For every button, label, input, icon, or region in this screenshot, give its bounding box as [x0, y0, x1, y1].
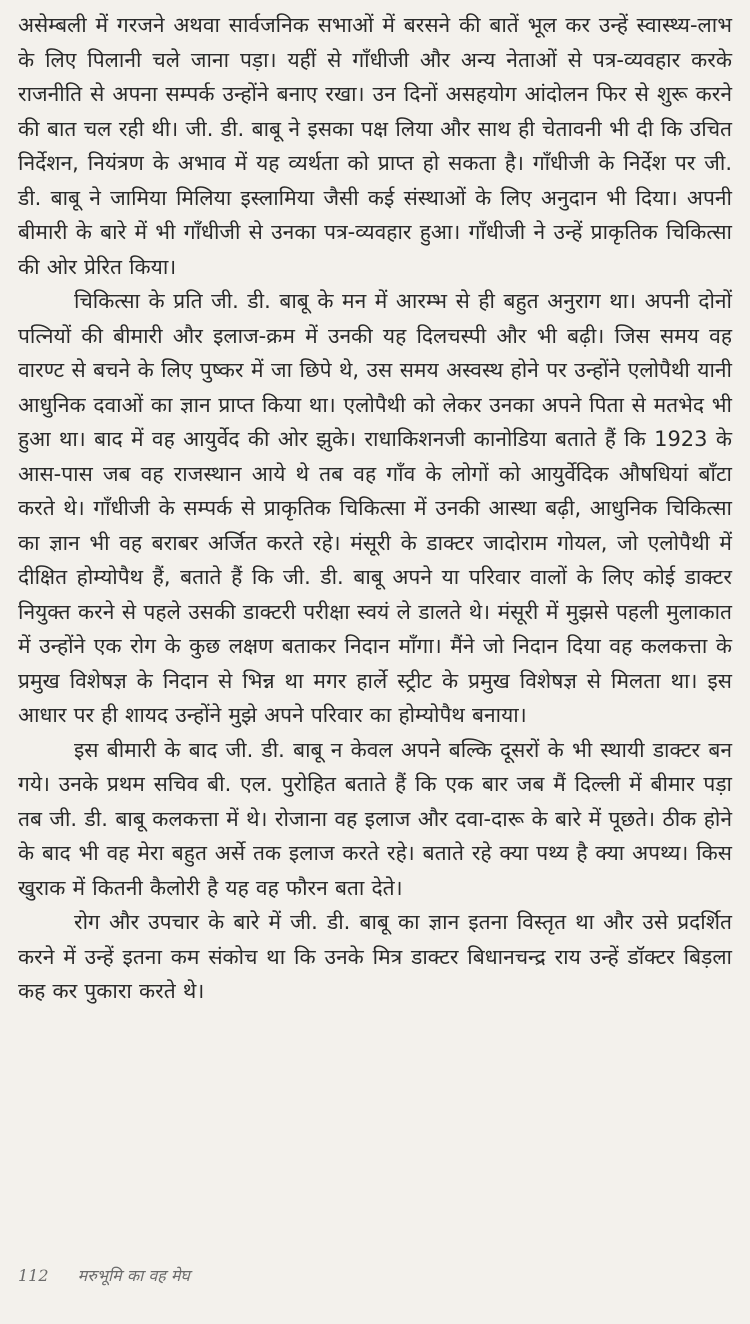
running-title: मरुभूमि का वह मेघ — [77, 1266, 190, 1285]
paragraph-1: असेम्बली में गरजने अथवा सार्वजनिक सभाओं में बरसने की बातें भूल कर उन्हें स्वास्थ्य-लाभ के लिए पिलानी चले जाना पड़ा। यहीं से गाँधीजी और अन्य नेताओं से पत्र-व्यवहार करके राजनीति से अपना सम्पर्क उन्होंने बनाए रखा। उन दिनों असहयोग आंदोलन फिर से शुरू करने की बात चल रही थी। जी. डी. बाबू ने इसका पक्ष लिया और साथ ही चेतावनी भी दी कि उचित निर्देशन, नियंत्रण के अभाव में यह व्यर्थता को प्राप्त हो सकता है। गाँधीजी के निर्देश पर जी. डी. बाबू ने जामिया मिलिया इस्लामिया जैसी कई संस्थाओं के लिए अनुदान भी दिया। अपनी बीमारी के बारे में भी गाँधीजी से उनका पत्र-व्यवहार हुआ। गाँधीजी ने उन्हें प्राकृतिक चिकित्सा की ओर प्रेरित किया। — [18, 13, 732, 279]
paragraph-2: चिकित्सा के प्रति जी. डी. बाबू के मन में आरम्भ से ही बहुत अनुराग था। अपनी दोनों पत्नियों की बीमारी और इलाज-क्रम में उनकी यह दिलचस्पी और भी बढ़ी। जिस समय वह वारण्ट से बचने के लिए पुष्कर में जा छिपे थे, उस समय अस्वस्थ होने पर उन्होंने एलोपैथी यानी आधुनिक दवाओं का ज्ञान प्राप्त किया था। एलोपैथी को लेकर उनका अपने पिता से मतभेद भी हुआ था। बाद में वह आयुर्वेद की ओर झुके। राधाकिशनजी कानोडिया बताते हैं कि 1923 के आस-पास जब वह राजस्थान आये थे तब वह गाँव के लोगों को आयुर्वेदिक औषधियां बाँटा करते थे। गाँधीजी के सम्पर्क से प्राकृतिक चिकित्सा में उनकी आस्था बढ़ी, आधुनिक चिकित्सा का ज्ञान भी वह बराबर अर्जित करते रहे। मंसूरी के डाक्टर जादोराम गोयल, जो एलोपैथी में दीक्षित होम्योपैथ हैं, बताते हैं कि जी. डी. बाबू अपने या परिवार वालों के लिए कोई डाक्टर नियुक्त करने से पहले उसकी डाक्टरी परीक्षा स्वयं ले डालते थे। मंसूरी में मुझसे पहली मुलाकात में उन्होंने एक रोग के कुछ लक्षण बताकर निदान माँगा। मैंने जो निदान दिया वह कलकत्ता के प्रमुख विशेषज्ञ के निदान से भिन्न था मगर हार्ले स्ट्रीट के प्रमुख विशेषज्ञ से मिलता था। इस आधार पर ही शायद उन्होंने मुझे अपने परिवार का होम्योपैथ बनाया। — [18, 289, 732, 727]
page-footer — [18, 1264, 190, 1286]
paragraph-3: इस बीमारी के बाद जी. डी. बाबू न केवल अपने बल्कि दूसरों के भी स्थायी डाक्टर बन गये। उनके प्रथम सचिव बी. एल. पुरोहित बताते हैं कि एक बार जब मैं दिल्ली में बीमार पड़ा तब जी. डी. बाबू कलकत्ता में थे। रोजाना वह इलाज और दवा-दारू के बारे में पूछते। ठीक होने के बाद भी वह मेरा बहुत अर्से तक इलाज करते रहे। बताते रहे क्या पथ्य है क्या अपथ्य। किस खुराक में कितनी कैलोरी है यह वह फौरन बता देते। — [18, 737, 732, 900]
body-text — [18, 8, 732, 1009]
paragraph-4: रोग और उपचार के बारे में जी. डी. बाबू का ज्ञान इतना विस्तृत था और उसे प्रदर्शित करने में उन्हें इतना कम संकोच था कि उनके मित्र डाक्टर बिधानचन्द्र राय उन्हें डॉक्टर बिड़ला कह कर पुकारा करते थे। — [18, 910, 732, 1003]
page-number: 112 — [18, 1266, 49, 1285]
book-page — [14, 8, 736, 1316]
